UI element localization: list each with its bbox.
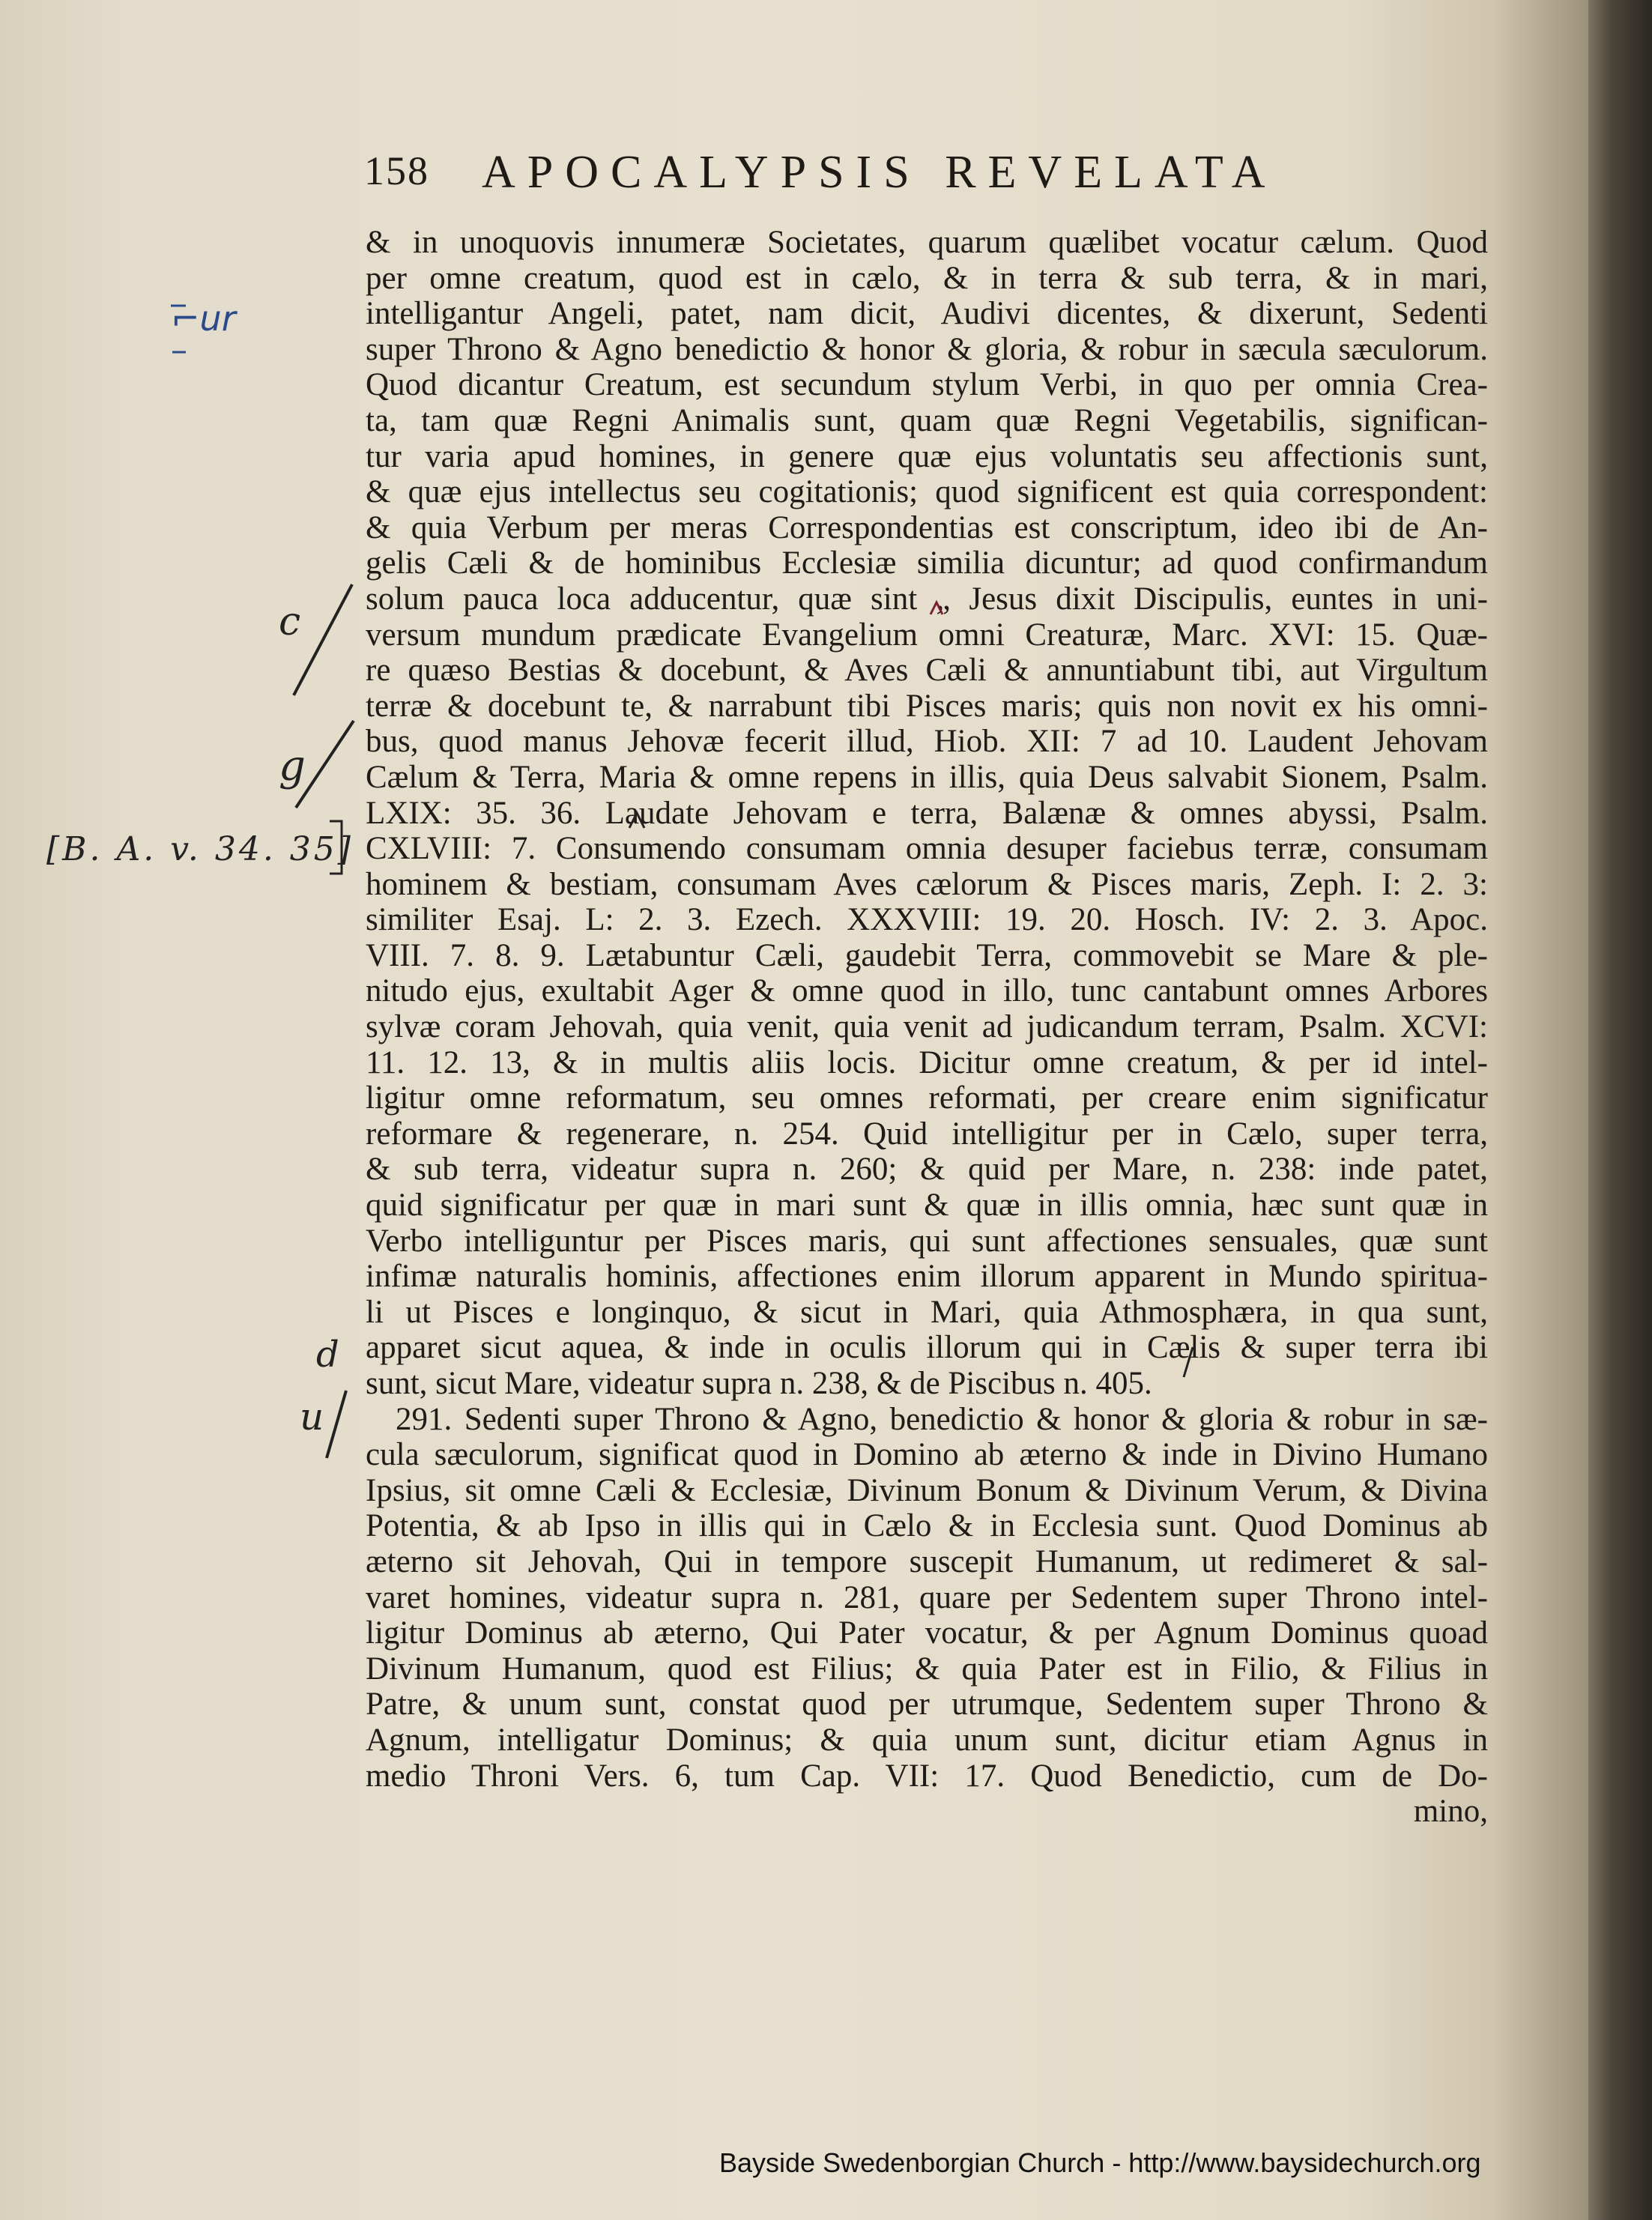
text-line: super Throno & Agno benedictio & honor & gloria, & robur in sæcula sæculorum. [366,331,1488,367]
slash-mark-3 [327,1391,346,1458]
text-line: sylvæ coram Jehovah, quia venit, quia venit ad judicandum terram, Psalm. XCVI: [366,1009,1488,1045]
text-line: nitudo ejus, exultabit Ager & omne quod in illo, tunc cantabunt omnes Arbores [366,973,1488,1009]
text-line: VIII. 7. 8. 9. Lætabuntur Cæli, gaudebit Terra, commovebit se Mare & ple- [366,937,1488,973]
text-line: intelligantur Angeli, patet, nam dicit, Audivi dicentes, & dixerunt, Sedenti [366,296,1488,332]
body-text [366,225,1488,1830]
text-line: quid significatur per quæ in mari sunt & quæ in illis omnia, hæc sunt quæ in [366,1188,1488,1224]
margin-note-d: d [316,1334,339,1376]
text-line: Potentia, & ab Ipso in illis qui in Cælo & in Ecclesia sunt. Quod Dominus ab [366,1508,1488,1544]
text-line: sunt, sicut Mare, videatur supra n. 238, & de Piscibus n. 405. [366,1366,1152,1401]
text-line: infimæ naturalis hominis, affectiones enim illorum apparent in Mundo spiritua- [366,1259,1488,1295]
footer-credit: Bayside Swedenborgian Church - http://www.baysidechurch.org [719,2147,1481,2178]
margin-note-u: u [300,1395,324,1439]
text-line: Verbo intelliguntur per Pisces maris, qui sunt affectiones sensuales, quæ sunt [366,1223,1488,1259]
margin-note-blue: ⌐ur [171,298,236,339]
text-line: gelis Cæli & de hominibus Ecclesiæ similia dicuntur; ad quod confirmandum [366,545,1488,581]
text-line: ligitur Dominus ab æterno, Qui Pater vocatur, & per Agnum Dominus quoad [366,1615,1488,1651]
margin-note-bracket: [B. A. v. 34. 35] [46,830,354,868]
text-line: hominem & bestiam, consumam Aves cælorum & Pisces maris, Zeph. I: 2. 3: [366,866,1488,902]
text-line: bus, quod manus Jehovæ fecerit illud, Hiob. XII: 7 ad 10. Laudent Jehovam [366,724,1488,760]
text-line: ta, tam quæ Regni Animalis sunt, quam quæ Regni Vegetabilis, significan- [366,402,1488,438]
page-number: 158 [364,148,429,193]
text-line: tur varia apud homines, in genere quæ ejus voluntatis seu affectionis sunt, [366,438,1488,474]
text-line: æterno sit Jehovah, Qui in tempore suscepit Humanum, ut redimeret & sal- [366,1543,1488,1579]
text-line: versum mundum prædicate Evangelium omni Creaturæ, Marc. XVI: 15. Quæ- [366,617,1488,653]
text-line: 11. 12. 13, & in multis aliis locis. Dicitur omne creatum, & per id intel- [366,1044,1488,1080]
text-line: mino, [1413,1794,1488,1830]
slash-mark-1 [294,584,352,695]
text-line: re quæso Bestias & docebunt, & Aves Cæli & annuntiabunt tibi, aut Virgultum [366,653,1488,689]
text-line: apparet sicut aquea, & inde in oculis illorum qui in Cælis & super terra ibi [366,1330,1488,1366]
text-line: Patre, & unum sunt, constat quod per utrumque, Sedentem super Throno & [366,1687,1488,1723]
text-line: Ipsius, sit omne Cæli & Ecclesiæ, Divinum Bonum & Divinum Verum, & Divina [366,1472,1488,1508]
text-line: 291. Sedenti super Throno & Agno, benedictio & honor & gloria & robur in sæ- [396,1401,1488,1437]
text-line: Divinum Humanum, quod est Filius; & quia Pater est in Filio, & Filius in [366,1651,1488,1687]
text-line: varet homines, videatur supra n. 281, quare per Sedentem super Throno intel- [366,1579,1488,1615]
page-header [345,146,1468,206]
text-line: & quæ ejus intellectus seu cogitationis; quod significent est quia correspondent: [366,474,1488,510]
text-line: Quod dicantur Creatum, est secundum stylum Verbi, in quo per omnia Crea- [366,367,1488,403]
text-line: CXLVIII: 7. Consumendo consumam omnia desuper faciebus terræ, consumam [366,831,1488,867]
text-line: terræ & docebunt te, & narrabunt tibi Pisces maris; quis non novit ex his omni- [366,688,1488,724]
text-line: & in unoquovis innumeræ Societates, quarum quælibet vocatur cælum. Quod [366,225,1488,260]
text-line: & quia Verbum per meras Correspondentias est conscriptum, ideo ibi de An- [366,509,1488,545]
book-gutter [1588,0,1652,2220]
text-line: Cælum & Terra, Maria & omne repens in illis, quia Deus salvabit Sionem, Psalm. [366,759,1488,795]
text-line: LXIX: 35. 36. Laudate Jehovam e terra, Balænæ & omnes abyssi, Psalm. [366,795,1488,831]
text-line: similiter Esaj. L: 2. 3. Ezech. XXXVIII: 19. 20. Hosch. IV: 2. 3. Apoc. [366,902,1488,938]
running-title: APOCALYPSIS REVELATA [482,147,1277,198]
text-line: per omne creatum, quod est in cælo, & in terra & sub terra, & in mari, [366,260,1488,296]
text-line: li ut Pisces e longinquo, & sicut in Mari, quia Athmosphæra, in qua sunt, [366,1294,1488,1330]
margin-note-c: c [279,599,301,644]
text-line: reformare & regenerare, n. 254. Quid intelligitur per in Cælo, super terra, [366,1116,1488,1152]
text-line: ligitur omne reformatum, seu omnes reformati, per creare enim significatur [366,1080,1488,1116]
text-line: medio Throni Vers. 6, tum Cap. VII: 17. Quod Benedictio, cum de Do- [366,1758,1488,1794]
margin-note-g: g [279,742,306,790]
text-line: cula sæculorum, significat quod in Domino ab æterno & inde in Divino Humano [366,1437,1488,1473]
text-line: Agnum, intelligatur Dominus; & quia unum sunt, dicitur etiam Agnus in [366,1722,1488,1758]
text-line: & sub terra, videatur supra n. 260; & quid per Mare, n. 238: inde patet, [366,1152,1488,1188]
text-line: solum pauca loca adducentur, quæ sint „ Jesus dixit Discipulis, euntes in uni- [366,581,1488,617]
